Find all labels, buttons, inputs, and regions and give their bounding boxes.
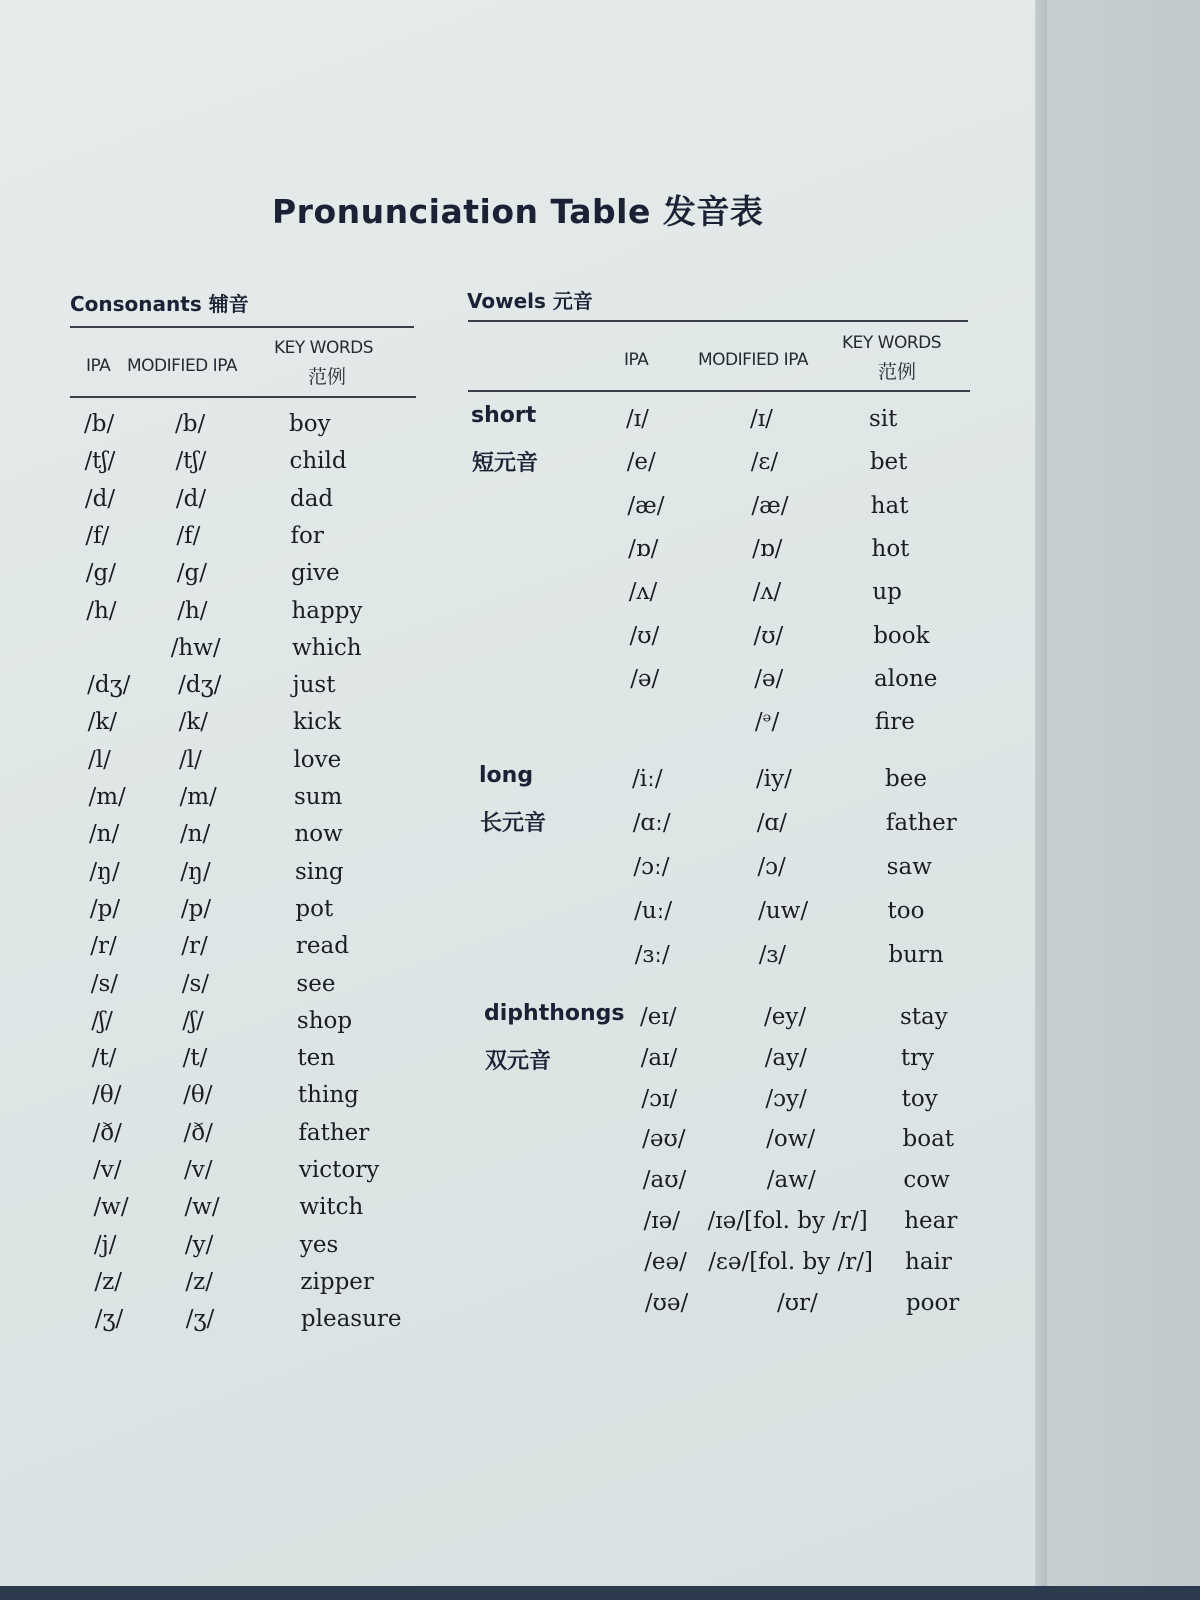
consonant-modified-ipa: /θ/ — [183, 1082, 213, 1109]
consonant-modified-ipa: /w/ — [184, 1194, 220, 1221]
consonant-modified-ipa: /k/ — [178, 709, 209, 736]
consonant-key-word: father — [298, 1119, 370, 1146]
consonant-modified-ipa: /g/ — [176, 560, 208, 587]
vowel-modified-ipa: /ʊ/ — [753, 622, 784, 649]
consonant-modified-ipa: /n/ — [179, 821, 211, 848]
vowel-modified-ipa: /ɔ/ — [757, 854, 786, 880]
consonant-modified-ipa: /m/ — [179, 784, 217, 810]
consonant-modified-ipa: /b/ — [175, 411, 206, 437]
vowel-key-word: saw — [886, 854, 932, 880]
vowel-modified-ipa: /iy/ — [756, 766, 792, 792]
vowel-modified-ipa: /uw/ — [758, 898, 809, 924]
vowel-modified-ipa: /ɔy/ — [765, 1085, 807, 1112]
vowel-ipa: /ə/ — [630, 665, 660, 692]
vowel-modified-ipa: /ɜ/ — [758, 942, 786, 968]
vowel-key-word: stay — [900, 1004, 948, 1030]
consonant-modified-ipa: /s/ — [181, 970, 210, 997]
consonant-ipa: /n/ — [88, 821, 120, 848]
consonant-key-word: dad — [289, 485, 334, 512]
vowel-group-label: long — [479, 763, 534, 788]
consonant-key-word: just — [292, 672, 336, 699]
consonant-key-word: child — [289, 448, 347, 475]
consonant-key-word: victory — [298, 1157, 380, 1183]
consonant-modified-ipa: /f/ — [176, 522, 201, 549]
consonant-ipa: /z/ — [94, 1268, 122, 1295]
vowel-group-label: diphthongs — [484, 1001, 625, 1026]
consonant-ipa: /l/ — [88, 746, 111, 773]
consonant-modified-ipa: /ʃ/ — [182, 1007, 204, 1034]
vowel-modified-ipa: /ɒ/ — [752, 535, 783, 562]
consonant-ipa: /r/ — [90, 933, 117, 960]
vowel-key-word: cow — [903, 1167, 950, 1194]
vowel-ipa: /əʊ/ — [642, 1126, 686, 1153]
vowel-modified-ipa: /aw/ — [766, 1167, 816, 1194]
vowel-modified-ipa: /ʊr/ — [777, 1289, 818, 1316]
vowel-ipa: /ʌ/ — [628, 579, 658, 606]
consonant-key-word: sing — [294, 858, 344, 885]
vowel-key-word: up — [872, 579, 902, 606]
consonants-heading: Consonants 辅音 — [70, 292, 249, 316]
consonant-ipa: /w/ — [93, 1194, 129, 1221]
consonant-ipa: /s/ — [90, 970, 119, 997]
consonant-modified-ipa: /d/ — [175, 485, 207, 512]
consonant-ipa: /k/ — [87, 709, 118, 736]
consonants-key-header-cn: 范例 — [308, 366, 347, 388]
consonant-ipa: /ʃ/ — [91, 1007, 113, 1034]
vowels-key-header-cn: 范例 — [878, 361, 917, 383]
vowel-ipa: /ɔɪ/ — [641, 1085, 678, 1112]
vowels-key-header: KEY WORDS — [842, 333, 942, 353]
vowel-key-word: try — [900, 1044, 935, 1071]
consonant-modified-ipa: /h/ — [177, 597, 208, 624]
vowel-key-word: toy — [901, 1085, 938, 1112]
vowel-ipa: /ʊə/ — [644, 1289, 689, 1316]
consonant-key-word: now — [294, 821, 343, 848]
page-edge — [1035, 0, 1047, 1600]
vowel-key-word: fire — [874, 709, 915, 736]
book-cover-strip — [0, 1586, 1200, 1600]
consonant-modified-ipa: /tʃ/ — [175, 448, 207, 475]
vowel-modified-ipa: /ɪə/[fol. by /r/] — [707, 1208, 868, 1234]
vowel-modified-ipa: /ɪ/ — [750, 406, 773, 432]
vowel-modified-ipa: /ɛ/ — [750, 449, 779, 476]
consonants-header-rule — [70, 396, 416, 398]
vowel-ipa: /aɪ/ — [640, 1044, 678, 1071]
consonant-key-word: see — [296, 970, 336, 997]
vowel-ipa: /eɪ/ — [640, 1004, 677, 1030]
vowel-ipa: /uː/ — [634, 898, 673, 924]
vowel-key-word: bet — [869, 449, 908, 476]
consonant-key-word: pleasure — [300, 1306, 402, 1333]
consonant-modified-ipa: /ŋ/ — [180, 858, 211, 885]
vowel-key-word: sit — [869, 406, 898, 432]
vowel-ipa: /ɒ/ — [628, 535, 659, 562]
consonant-ipa: /ð/ — [92, 1119, 122, 1146]
consonant-key-word: love — [293, 746, 342, 773]
consonants-ipa-header: IPA — [86, 356, 111, 376]
consonant-key-word: give — [290, 560, 340, 587]
page-title: Pronunciation Table 发音表 — [272, 192, 764, 231]
consonant-ipa: /g/ — [85, 560, 117, 587]
vowel-ipa: /iː/ — [632, 766, 663, 792]
vowel-key-word: hair — [905, 1248, 952, 1275]
consonants-top-rule — [70, 326, 414, 328]
consonant-key-word: ten — [297, 1045, 336, 1072]
vowel-key-word: too — [887, 898, 925, 924]
consonant-ipa: /m/ — [88, 784, 126, 810]
consonant-ipa: /p/ — [89, 895, 121, 922]
vowels-header-rule — [468, 390, 970, 392]
consonant-modified-ipa: /r/ — [181, 933, 208, 960]
vowel-key-word: bee — [885, 766, 927, 792]
consonant-ipa: /dʒ/ — [87, 672, 131, 699]
vowel-modified-ipa: /ɛə/[fol. by /r/] — [708, 1248, 874, 1275]
consonant-key-word: for — [290, 522, 324, 549]
vowel-key-word: alone — [874, 665, 938, 692]
vowel-modified-ipa: /ow/ — [766, 1126, 816, 1153]
consonant-key-word: thing — [297, 1082, 359, 1109]
consonants-key-header: KEY WORDS — [274, 338, 374, 358]
consonant-key-word: which — [291, 634, 362, 661]
book-side — [1047, 0, 1200, 1600]
consonant-key-word: witch — [299, 1194, 364, 1221]
vowels-ipa-header: IPA — [624, 350, 649, 370]
vowel-modified-ipa: /ɑ/ — [756, 810, 787, 836]
consonants-modified-header: MODIFIED IPA — [127, 356, 237, 376]
vowel-key-word: poor — [905, 1289, 960, 1316]
vowel-key-word: hat — [870, 492, 909, 519]
consonant-modified-ipa: /p/ — [180, 895, 212, 922]
consonant-modified-ipa: /ʒ/ — [185, 1306, 215, 1333]
vowel-ipa: /eə/ — [644, 1248, 687, 1275]
vowel-ipa: /ʊ/ — [629, 622, 660, 649]
vowel-group-label-cn: 双元音 — [485, 1049, 552, 1074]
consonant-modified-ipa: /v/ — [184, 1157, 213, 1183]
vowel-group-label: short — [471, 403, 537, 428]
vowel-ipa: /aʊ/ — [642, 1167, 687, 1194]
vowel-modified-ipa: /ay/ — [764, 1044, 807, 1071]
vowel-group-label-cn: 长元音 — [480, 811, 547, 836]
vowel-modified-ipa: /æ/ — [751, 492, 789, 519]
consonant-ipa: /j/ — [93, 1231, 117, 1258]
consonant-ipa: /t/ — [91, 1045, 117, 1072]
consonant-ipa: /d/ — [84, 485, 116, 512]
consonant-ipa: /ŋ/ — [89, 858, 120, 885]
vowels-heading: Vowels 元音 — [467, 289, 593, 313]
consonant-modified-ipa: /ð/ — [183, 1119, 213, 1146]
vowel-key-word: boat — [902, 1126, 955, 1153]
consonant-ipa: /θ/ — [92, 1082, 122, 1109]
consonant-ipa: /ʒ/ — [94, 1306, 124, 1333]
vowels-modified-header: MODIFIED IPA — [698, 350, 808, 370]
vowel-key-word: hot — [871, 535, 910, 562]
vowel-key-word: father — [885, 810, 957, 836]
vowel-modified-ipa: /ə/ — [754, 665, 784, 692]
consonant-ipa: /v/ — [93, 1157, 122, 1183]
consonant-modified-ipa: /y/ — [184, 1231, 214, 1258]
vowel-key-word: hear — [904, 1208, 958, 1234]
consonant-key-word: yes — [299, 1231, 339, 1258]
vowel-group-label-cn: 短元音 — [472, 451, 539, 476]
consonant-key-word: happy — [291, 597, 363, 624]
vowel-ipa: /ɑː/ — [632, 810, 671, 836]
consonant-key-word: read — [295, 933, 349, 960]
consonant-key-word: boy — [289, 411, 331, 437]
consonant-ipa: /b/ — [84, 411, 115, 437]
vowel-key-word: burn — [888, 942, 944, 968]
vowel-modified-ipa: /ʌ/ — [752, 579, 782, 606]
consonant-key-word: pot — [295, 895, 334, 922]
vowel-ipa: /ɪ/ — [626, 406, 649, 432]
consonant-ipa: /f/ — [85, 522, 110, 549]
vowel-modified-ipa: /ey/ — [764, 1004, 807, 1030]
consonant-key-word: kick — [292, 709, 342, 736]
vowel-ipa: /e/ — [626, 449, 656, 476]
vowel-ipa: /æ/ — [627, 492, 665, 519]
consonant-modified-ipa: /dʒ/ — [178, 672, 222, 699]
consonant-modified-ipa: /l/ — [179, 746, 202, 773]
consonant-key-word: sum — [293, 784, 343, 810]
consonant-ipa: /tʃ/ — [84, 448, 116, 475]
vowel-ipa: /ɜː/ — [634, 942, 670, 968]
vowel-ipa: /ɪə/ — [643, 1208, 680, 1234]
consonant-key-word: shop — [296, 1007, 353, 1034]
vowel-key-word: book — [873, 622, 930, 649]
consonant-ipa: /h/ — [86, 597, 117, 624]
vowel-ipa: /ɔː/ — [633, 854, 670, 880]
vowel-modified-ipa: /ᵊ/ — [754, 709, 780, 736]
vowels-top-rule — [468, 320, 968, 322]
consonant-modified-ipa: /t/ — [182, 1045, 208, 1072]
consonant-modified-ipa: /z/ — [185, 1268, 213, 1295]
consonant-key-word: zipper — [300, 1268, 374, 1295]
consonant-modified-ipa: /hw/ — [170, 634, 221, 661]
